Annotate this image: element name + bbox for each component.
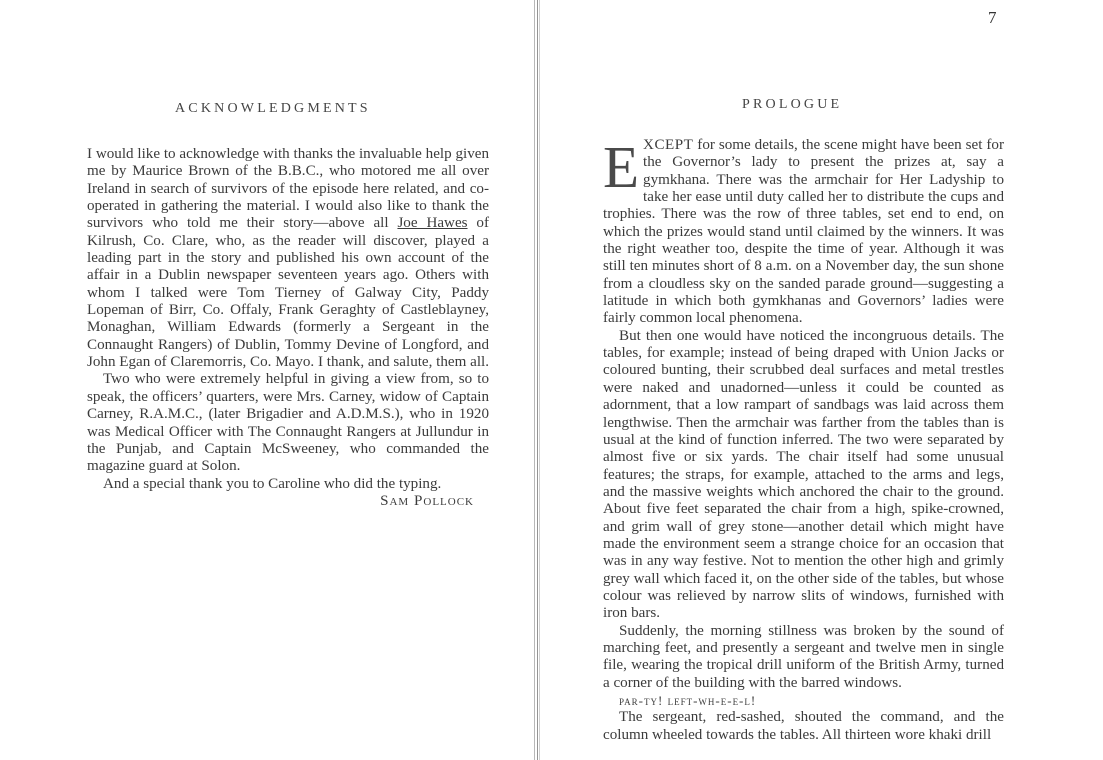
- first-word: XCEPT: [643, 137, 694, 153]
- prologue-paragraph: The sergeant, red-sashed, shouted the command, and the column wheeled towards the tables. All thirteen wore khaki drill: [603, 709, 1004, 743]
- acknowledgments-body: [87, 146, 489, 510]
- acknowledgments-paragraph: And a special thank you to Caroline who did the typing.: [103, 475, 442, 492]
- paragraph-text: for some details, the scene might have been set for the Governor’s lady to present the prizes at, say a gymkhana. There was the armchair for Her Ladyship to take her ease until duty called her to distribute the cups and trophies. There was the row of three tables, set end to end, on which the prizes would stand until claimed by the winners. It was the right weather too, despite the time of year. Although it was still ten minutes short of 8 a.m. on a November day, the sun shone from a cloudless sky on the sanded parade ground—suggesting a latitude in which both gymkhanas and Governors’ ladies were fairly common local phenomena.: [603, 137, 1004, 327]
- acknowledgments-paragraph: Two who were extremely helpful in giving a view from, so to speak, the officers’ quarters, were Mrs. Carney, widow of Captain Carney, R.A.M.C., (later Brigadier and A.D.M.S.), who in 1920 was Medical Officer with The Connaught Rangers at Jullundur in the Punjab, and Captain McSweeney, who commanded the magazine guard at Solon.: [87, 371, 489, 475]
- author-signature: Sam Pollock: [380, 492, 474, 509]
- prologue-heading: PROLOGUE: [742, 97, 843, 112]
- paragraph-text: I would like to acknowledge with thanks the invaluable help given me by Maurice Brown of the B.B.C., who motored me all over Ireland in search of survivors of the episode here related, and co-operated in gathering the material. I would also like to thank the survivors who told me their story—above all: [87, 146, 489, 232]
- prologue-body: [603, 134, 1004, 744]
- drop-cap: E: [603, 134, 640, 200]
- spine-line: [534, 0, 535, 760]
- book-spine: [533, 0, 541, 760]
- underlined-name: Joe Hawes: [397, 215, 468, 232]
- paragraph-text: of Kilrush, Co. Clare, who, as the reader will discover, played a leading part in the story and published his own account of the affair in a Dublin newspaper seventeen years ago. Others with whom I talked were Tom Tierney of Galway City, Paddy Lopeman of Birr, Co. Offaly, Frank Geraghty of Castleblayney, Monaghan, William Edwards (formerly a Sergeant in the Connaught Rangers) of Dublin, Tommy Devine of Longford, and John Egan of Claremorris, Co. Mayo. I thank, and salute, them all.: [87, 215, 489, 371]
- acknowledgments-heading: ACKNOWLEDGMENTS: [175, 101, 371, 116]
- prologue-paragraph: [603, 134, 1004, 328]
- spine-line: [539, 0, 540, 760]
- spine-line: [537, 0, 538, 760]
- prologue-paragraph: But then one would have noticed the incongruous details. The tables, for example; instead of being draped with Union Jacks or coloured bunting, their scrubbed deal surfaces and metal trestles were naked and unadorned—unless it could be counted as adornment, that a low rampart of sandbags was laid across them lengthwise. Then the armchair was farther from the tables than is usual at the kind of function inferred. The two were separated by almost five or six yards. The chair itself had some unusual features; the straps, for example, attached to the arms and legs, and the massive weights which anchored the chair to the ground. About five feet separated the chair from a high, spike-crowned, and grim wall of grey stone—another detail which might have made the environment seem a strange choice for an occasion that was in any way festive. Not to mention the other high and grimly grey wall which faced it, on the other side of the tables, but whose colour was relieved by narrow slits of windows, furnished with iron bars.: [603, 327, 1004, 622]
- page-number: 7: [988, 8, 997, 27]
- acknowledgments-paragraph: [87, 146, 489, 371]
- drill-command: par-ty! left-wh-e-e-l!: [619, 693, 757, 708]
- prologue-paragraph: Suddenly, the morning stillness was broken by the sound of marching feet, and presently a sergeant and twelve men in single file, wearing the tropical drill uniform of the British Army, turned a corner of the building with the barred windows.: [603, 622, 1004, 691]
